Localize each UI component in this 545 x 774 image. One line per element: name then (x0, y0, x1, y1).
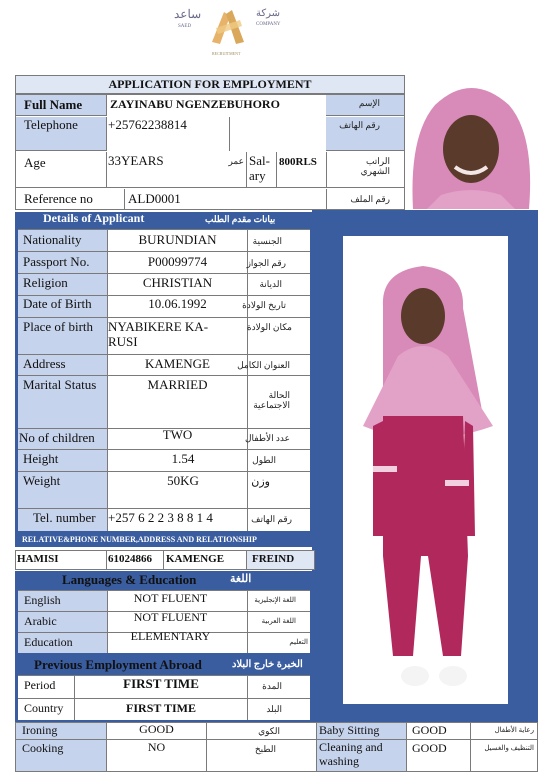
tel-number-ar: رقم الهاتف (251, 514, 292, 524)
salary-ar: الراتب الشهري (360, 156, 390, 177)
period-value: FIRST TIME (123, 676, 199, 691)
height-value: 1.54 (171, 451, 195, 466)
children-value: TWO (162, 427, 193, 442)
details-header-text: Details of Applicant (43, 211, 145, 225)
logo-right-text: شركة (256, 8, 281, 19)
passport-label: Passport No. (23, 254, 90, 269)
religion-label: Religion (23, 275, 68, 290)
logo-tagline: RECRUITMENT (212, 51, 241, 56)
portrait-photo (405, 75, 537, 209)
marital-ar: الحالة الاجتماعية (253, 390, 290, 411)
weight-ar: وزن (251, 476, 270, 488)
full-name-label: Full Name (24, 97, 83, 112)
pob-ar: مكان الولادة (246, 322, 292, 332)
full-name-value: ZAYINABU NGENZEBUHORO (110, 97, 280, 111)
religion-value: CHRISTIAN (142, 275, 213, 290)
nationality-ar: الجنسية (252, 236, 282, 246)
age-value: 33YEARS (108, 153, 164, 168)
country-label: Country (24, 701, 64, 715)
full-name-ar: الإسم (358, 98, 380, 108)
ironing-value: GOOD (139, 722, 174, 736)
passport-value: P00099774 (147, 254, 208, 269)
education-ar: التعليم (289, 638, 308, 646)
full-body-photo (343, 236, 508, 704)
telephone-label: Telephone (24, 117, 78, 132)
address-label: Address (23, 356, 66, 371)
weight-value: 50KG (167, 473, 199, 488)
reference-label: Reference no (24, 191, 93, 206)
salary-value: 800RLS (279, 156, 317, 168)
children-label: No of children (19, 430, 95, 445)
telephone-value: +25762238814 (108, 117, 187, 132)
relative-name: HAMISI (17, 553, 59, 565)
dob-value: 10.06.1992 (148, 296, 207, 311)
dob-ar: تاريخ الولادة (242, 300, 286, 310)
english-label: English (24, 593, 61, 607)
height-ar: الطول (252, 455, 276, 465)
relative-relation: FREIND (252, 553, 295, 565)
dob-label: Date of Birth (23, 296, 92, 311)
english-ar: اللغة الإنجليزية (254, 596, 296, 604)
passport-ar: رقم الجواز (246, 258, 286, 268)
period-label: Period (24, 678, 56, 692)
languages-header-ar: اللغة (230, 573, 252, 585)
marital-label: Marital Status (23, 377, 97, 392)
reference-value: ALD0001 (128, 191, 181, 206)
arabic-value: NOT FLUENT (133, 610, 208, 624)
logo-hands-icon (206, 2, 250, 50)
height-label: Height (23, 451, 59, 466)
nationality-value: BURUNDIAN (138, 232, 217, 247)
cooking-label: Cooking (22, 741, 64, 755)
cooking-value: NO (147, 740, 166, 754)
telephone-ar: رقم الهاتف (339, 120, 380, 130)
address-ar: العنوان الكامل (237, 360, 290, 370)
relative-phone: 61024866 (108, 553, 152, 565)
logo-left-sub: SAED (178, 24, 192, 29)
marital-value: MARRIED (147, 377, 208, 392)
age-label: Age (24, 155, 46, 170)
relative-address: KAMENGE (166, 553, 225, 565)
previous-header: Previous Employment Abroad (34, 657, 202, 672)
cleaning-label: Cleaning and washing (319, 740, 383, 768)
education-label: Education (24, 635, 73, 649)
pob-value: NYABIKERE KA-RUSI (108, 319, 209, 349)
form-header (15, 75, 405, 94)
salary-label: Sal-ary (249, 153, 270, 183)
baby-sitting-ar: رعاية الأطفال (494, 726, 534, 734)
tel-number-value: +257 6 2 2 3 8 8 1 4 (108, 510, 213, 525)
religion-ar: الديانة (259, 279, 282, 289)
arabic-label: Arabic (24, 614, 57, 628)
baby-sitting-label: Baby Sitting (319, 723, 380, 737)
country-value: FIRST TIME (126, 701, 196, 715)
company-logo (170, 2, 285, 64)
reference-ar: رقم الملف (350, 194, 390, 204)
ironing-label: Ironing (22, 723, 58, 737)
children-ar: عدد الأطفال (245, 433, 290, 443)
languages-header: Languages & Education (62, 572, 197, 587)
tel-number-label: Tel. number (33, 510, 96, 525)
education-value: ELEMENTARY (130, 629, 211, 643)
baby-sitting-value: GOOD (412, 723, 447, 737)
logo-left-text: ساعد (174, 7, 202, 21)
nationality-label: Nationality (23, 232, 82, 247)
weight-label: Weight (23, 473, 61, 488)
arabic-ar: اللغة العربية (261, 617, 296, 625)
period-ar: المدة (262, 681, 282, 691)
english-value: NOT FLUENT (133, 591, 208, 605)
age-ar: عمر (228, 156, 244, 166)
country-ar: البلد (266, 704, 282, 714)
details-header (15, 212, 312, 228)
cooking-ar: الطبخ (254, 744, 276, 754)
ironing-ar: الكوي (258, 726, 280, 736)
relative-header: RELATIVE&PHONE NUMBER,ADDRESS AND RELATIONSHIP (22, 535, 257, 544)
details-header-ar: بيانات مقدم الطلب (205, 214, 276, 224)
form-title: APPLICATION FOR EMPLOYMENT (108, 77, 312, 91)
address-value: KAMENGE (145, 356, 210, 371)
pob-label: Place of birth (23, 319, 94, 334)
cleaning-value: GOOD (412, 741, 447, 755)
previous-header-ar: الخبرة خارج البلاد (232, 659, 303, 670)
cleaning-ar: التنظيف والغسيل (484, 744, 534, 752)
logo-right-sub: COMPANY (256, 22, 281, 27)
